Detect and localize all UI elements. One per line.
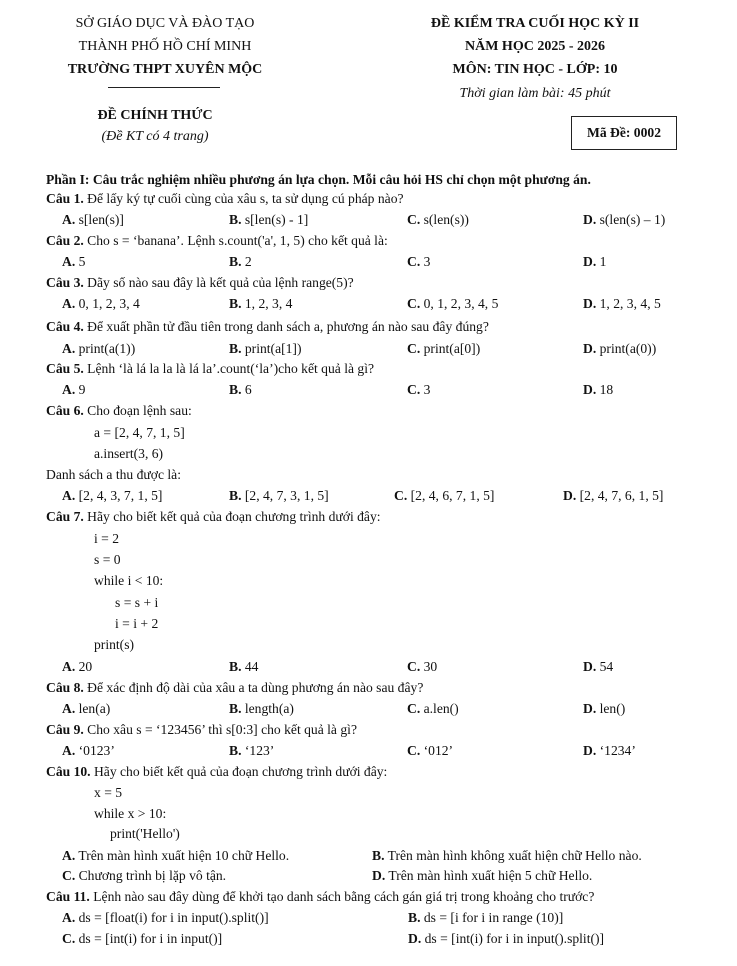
question-number: Câu 5.	[46, 361, 84, 376]
question-text: Để lấy ký tự cuối cùng của xâu s, ta sử dụng cú pháp nào?	[83, 191, 404, 206]
option-letter: C.	[407, 382, 421, 397]
option-letter: A.	[62, 341, 76, 356]
question-4	[46, 319, 489, 335]
option-letter: B.	[372, 848, 385, 863]
option-letter: A.	[62, 254, 76, 269]
option-text: 1, 2, 3, 4	[241, 296, 293, 311]
q7-option-a[interactable]	[62, 659, 92, 675]
question-text: Lệnh nào sau đây dùng để khởi tạo danh sách bằng cách gán giá trị trong khoảng cho trước?	[89, 889, 595, 904]
exam-title: ĐỀ KIỂM TRA CUỐI HỌC KỲ II	[430, 16, 640, 31]
option-letter: A.	[62, 659, 76, 674]
option-letter: A.	[62, 910, 76, 925]
option-text: print(a(0))	[596, 341, 657, 356]
option-text: ds = [int(i) for i in input().split()]	[421, 931, 605, 946]
q7-option-d[interactable]	[583, 659, 613, 675]
option-text: a.len()	[420, 701, 459, 716]
q3-option-b[interactable]	[229, 296, 292, 312]
code-line: a = [2, 4, 7, 1, 5]	[94, 425, 185, 440]
option-text: 9	[75, 382, 86, 397]
q1-option-d[interactable]	[583, 212, 665, 228]
subject-grade: MÔN: TIN HỌC - LỚP: 10	[452, 62, 618, 77]
q11-option-a[interactable]	[62, 910, 269, 926]
option-text: length(a)	[241, 701, 294, 716]
option-letter: B.	[408, 910, 421, 925]
question-number: Câu 3.	[46, 275, 84, 290]
q9-option-a[interactable]	[62, 743, 115, 759]
question-10	[46, 764, 387, 780]
option-text: 30	[420, 659, 438, 674]
question-text: Cho đoạn lệnh sau:	[83, 403, 192, 418]
option-letter: B.	[229, 488, 242, 503]
q1-option-c[interactable]	[407, 212, 469, 228]
official-label: ĐỀ CHÍNH THỨC	[97, 108, 213, 123]
q3-option-d[interactable]	[583, 296, 661, 312]
code-line: print('Hello')	[110, 826, 180, 841]
code-line: s = s + i	[115, 595, 159, 610]
q2-option-d[interactable]	[583, 254, 606, 270]
option-text: 3	[420, 254, 431, 269]
option-letter: C.	[407, 212, 421, 227]
question-text: Dãy số nào sau đây là kết quả của lệnh range(5)?	[83, 275, 354, 290]
q7-option-b[interactable]	[229, 659, 258, 675]
question-6-follow-up: Danh sách a thu được là:	[46, 467, 181, 482]
q7-option-c[interactable]	[407, 659, 437, 675]
school-underline	[108, 87, 220, 88]
school-name: TRƯỜNG THPT XUYÊN MỘC	[67, 62, 263, 77]
question-number: Câu 10.	[46, 764, 91, 779]
q6-option-c[interactable]	[394, 488, 494, 504]
q1-option-b[interactable]	[229, 212, 308, 228]
option-text: ds = [float(i) for i in input().split()]	[75, 910, 269, 925]
option-letter: C.	[407, 296, 421, 311]
q1-option-a[interactable]	[62, 212, 124, 228]
exam-duration: Thời gian làm bài: 45 phút	[459, 86, 611, 101]
question-number: Câu 6.	[46, 403, 84, 418]
option-letter: D.	[563, 488, 577, 503]
q2-option-a[interactable]	[62, 254, 85, 270]
q9-option-c[interactable]	[407, 743, 453, 759]
q9-option-d[interactable]	[583, 743, 636, 759]
q5-option-d[interactable]	[583, 382, 613, 398]
q9-option-b[interactable]	[229, 743, 274, 759]
q8-option-d[interactable]	[583, 701, 625, 717]
question-number: Câu 4.	[46, 319, 84, 334]
q8-option-a[interactable]	[62, 701, 110, 717]
q8-option-c[interactable]	[407, 701, 459, 717]
option-text: [2, 4, 7, 6, 1, 5]	[576, 488, 664, 503]
part1-title: Phần I: Câu trắc nghiệm nhiều phương án lựa chọn. Mỗi câu hỏi HS chỉ chọn một phương án.	[46, 172, 591, 187]
option-letter: B.	[229, 743, 242, 758]
option-text: print(a(1))	[75, 341, 136, 356]
question-3	[46, 275, 354, 291]
q5-option-a[interactable]	[62, 382, 85, 398]
q4-option-a[interactable]	[62, 341, 135, 357]
option-letter: D.	[583, 382, 597, 397]
page-count: (Đề KT có 4 trang)	[101, 129, 209, 144]
option-text: Trên màn hình không xuất hiện chữ Hello nào.	[384, 848, 642, 863]
question-2	[46, 233, 388, 249]
option-text: 44	[241, 659, 259, 674]
city-name: THÀNH PHỐ HỒ CHÍ MINH	[78, 39, 252, 54]
q8-option-b[interactable]	[229, 701, 294, 717]
option-text: ‘0123’	[75, 743, 115, 758]
option-text: 1, 2, 3, 4, 5	[596, 296, 661, 311]
option-text: 6	[241, 382, 252, 397]
option-letter: B.	[229, 212, 242, 227]
option-letter: A.	[62, 212, 76, 227]
option-letter: B.	[229, 341, 242, 356]
question-text: Hãy cho biết kết quả của đoạn chương trình dưới đây:	[83, 509, 381, 524]
question-number: Câu 7.	[46, 509, 84, 524]
question-number: Câu 8.	[46, 680, 84, 695]
code-line: s = 0	[94, 552, 121, 567]
option-letter: D.	[583, 659, 597, 674]
option-letter: A.	[62, 701, 76, 716]
q11-option-c[interactable]	[62, 931, 222, 947]
option-text: 5	[75, 254, 86, 269]
option-letter: C.	[62, 931, 76, 946]
option-text: [2, 4, 3, 7, 1, 5]	[75, 488, 163, 503]
option-letter: D.	[583, 212, 597, 227]
option-letter: D.	[583, 254, 597, 269]
option-text: print(a[1])	[241, 341, 302, 356]
q3-option-c[interactable]	[407, 296, 498, 312]
dept-name: SỞ GIÁO DỤC VÀ ĐÀO TẠO	[75, 16, 255, 31]
q4-option-d[interactable]	[583, 341, 656, 357]
exam-code-box	[571, 116, 677, 150]
option-letter: C.	[407, 341, 421, 356]
q6-option-b[interactable]	[229, 488, 329, 504]
option-letter: C.	[407, 701, 421, 716]
question-7	[46, 509, 381, 525]
option-letter: A.	[62, 743, 76, 758]
school-year: NĂM HỌC 2025 - 2026	[465, 39, 605, 54]
option-letter: D.	[583, 743, 597, 758]
question-text: Cho xâu s = ‘123456’ thì s[0:3] cho kết quả là gì?	[83, 722, 357, 737]
option-text: ‘123’	[241, 743, 275, 758]
option-letter: D.	[408, 931, 422, 946]
option-letter: C.	[407, 254, 421, 269]
question-text: Lệnh ‘là lá la la là lá la’.count(‘la’)cho kết quả là gì?	[83, 361, 375, 376]
option-text: 0, 1, 2, 3, 4	[75, 296, 140, 311]
question-6	[46, 403, 192, 419]
option-text: len()	[596, 701, 626, 716]
q4-option-c[interactable]	[407, 341, 480, 357]
option-letter: B.	[229, 701, 242, 716]
q2-option-c[interactable]	[407, 254, 430, 270]
option-text: ds = [i for i in range (10)]	[420, 910, 564, 925]
option-letter: B.	[229, 659, 242, 674]
option-text: s(len(s) – 1)	[596, 212, 666, 227]
exam-code: Mã Đề: 0002	[587, 125, 661, 140]
option-letter: A.	[62, 488, 76, 503]
q10-option-b[interactable]	[372, 848, 642, 864]
option-letter: A.	[62, 848, 76, 863]
option-letter: D.	[583, 296, 597, 311]
option-text: Trên màn hình xuất hiện 10 chữ Hello.	[75, 848, 290, 863]
code-line: x = 5	[94, 785, 123, 800]
q6-option-a[interactable]	[62, 488, 162, 504]
option-letter: C.	[394, 488, 408, 503]
code-line: i = i + 2	[115, 616, 159, 631]
code-line: i = 2	[94, 531, 120, 546]
option-text: 2	[241, 254, 252, 269]
option-letter: D.	[583, 341, 597, 356]
question-1	[46, 191, 404, 207]
q5-option-c[interactable]	[407, 382, 430, 398]
option-letter: C.	[407, 743, 421, 758]
code-line: a.insert(3, 6)	[94, 446, 164, 461]
option-letter: A.	[62, 382, 76, 397]
q10-option-d[interactable]	[372, 868, 592, 884]
option-letter: A.	[62, 296, 76, 311]
option-text: [2, 4, 7, 3, 1, 5]	[241, 488, 329, 503]
q4-option-b[interactable]	[229, 341, 301, 357]
option-text: s[len(s)]	[75, 212, 124, 227]
question-number: Câu 2.	[46, 233, 84, 248]
question-text: Để xác định độ dài của xâu a ta dùng phương án nào sau đây?	[83, 680, 424, 695]
q3-option-a[interactable]	[62, 296, 140, 312]
option-text: Trên màn hình xuất hiện 5 chữ Hello.	[385, 868, 593, 883]
question-number: Câu 1.	[46, 191, 84, 206]
option-letter: B.	[229, 254, 242, 269]
q6-option-d[interactable]	[563, 488, 663, 504]
q10-option-a[interactable]	[62, 848, 289, 864]
option-text: ‘1234’	[596, 743, 636, 758]
q5-option-b[interactable]	[229, 382, 252, 398]
option-text: s(len(s))	[420, 212, 469, 227]
question-8	[46, 680, 423, 696]
option-letter: D.	[372, 868, 386, 883]
q2-option-b[interactable]	[229, 254, 252, 270]
option-text: ds = [int(i) for i in input()]	[75, 931, 223, 946]
option-text: ‘012’	[420, 743, 454, 758]
code-line: while x > 10:	[94, 806, 167, 821]
option-letter: B.	[229, 382, 242, 397]
option-text: [2, 4, 6, 7, 1, 5]	[407, 488, 495, 503]
q11-option-d[interactable]	[408, 931, 604, 947]
option-text: 54	[596, 659, 614, 674]
option-letter: C.	[407, 659, 421, 674]
option-text: s[len(s) - 1]	[241, 212, 309, 227]
option-text: 18	[596, 382, 614, 397]
option-text: 20	[75, 659, 93, 674]
option-text: Chương trình bị lặp vô tận.	[75, 868, 227, 883]
q11-option-b[interactable]	[408, 910, 563, 926]
option-letter: D.	[583, 701, 597, 716]
option-text: 1	[596, 254, 607, 269]
option-letter: B.	[229, 296, 242, 311]
question-9	[46, 722, 357, 738]
q10-option-c[interactable]	[62, 868, 226, 884]
question-text: Hãy cho biết kết quả của đoạn chương trình dưới đây:	[90, 764, 388, 779]
option-letter: C.	[62, 868, 76, 883]
question-number: Câu 9.	[46, 722, 84, 737]
question-number: Câu 11.	[46, 889, 90, 904]
option-text: len(a)	[75, 701, 111, 716]
question-5	[46, 361, 374, 377]
code-line: while i < 10:	[94, 573, 164, 588]
option-text: print(a[0])	[420, 341, 481, 356]
question-11	[46, 889, 594, 905]
option-text: 0, 1, 2, 3, 4, 5	[420, 296, 499, 311]
code-line: print(s)	[94, 637, 135, 652]
question-text: Để xuất phần tử đầu tiên trong danh sách a, phương án nào sau đây đúng?	[83, 319, 489, 334]
question-text: Cho s = ‘banana’. Lệnh s.count('a', 1, 5) cho kết quả là:	[83, 233, 388, 248]
option-text: 3	[420, 382, 431, 397]
